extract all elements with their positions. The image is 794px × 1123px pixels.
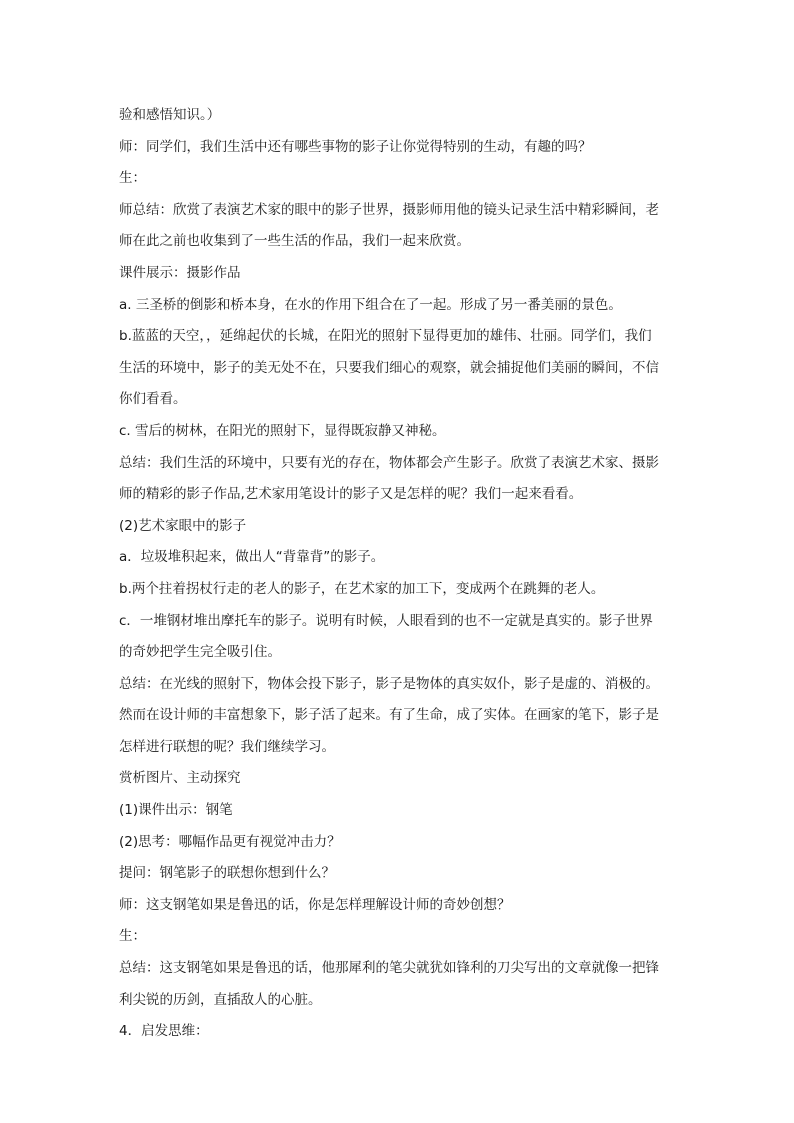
document-body bbox=[119, 100, 677, 1048]
text-line: 生： bbox=[119, 170, 146, 187]
text-line: 生活的环境中，影子的美无处不在，只要我们细心的观察，就会捕捉他们美丽的瞬间，不信 bbox=[119, 359, 659, 376]
text-line: 师：这支钢笔如果是鲁迅的话，你是怎样理解设计师的奇妙创想？ bbox=[119, 896, 511, 913]
text-line: 师的精彩的影子作品,艺术家用笔设计的影子又是怎样的呢？我们一起来看看。 bbox=[119, 486, 583, 503]
text-line: 赏析图片、主动探究 bbox=[119, 770, 241, 787]
text-line: a．垃圾堆积起来，做出人“背靠背”的影子。 bbox=[119, 549, 385, 566]
text-line: 验和感悟知识。） bbox=[119, 107, 221, 123]
text-line: (2)思考：哪幅作品更有视觉冲击力？ bbox=[119, 833, 341, 850]
text-line: 然而在设计师的丰富想象下，影子活了起来。有了生命，成了实体。在画家的笔下，影子是 bbox=[119, 707, 659, 724]
text-line: 师总结：欣赏了表演艺术家的眼中的影子世界，摄影师用他的镜头记录生活中精彩瞬间，老 bbox=[119, 201, 659, 218]
text-line: c. 雪后的树林，在阳光的照射下，显得既寂静又神秘。 bbox=[119, 422, 446, 439]
text-line: (2)艺术家眼中的影子 bbox=[119, 517, 247, 534]
text-line: 课件展示：摄影作品 bbox=[119, 264, 241, 281]
text-line: 4．启发思维： bbox=[119, 1023, 209, 1040]
text-line: 总结：我们生活的环境中，只要有光的存在，物体都会产生影子。欣赏了表演艺术家、摄影 bbox=[119, 454, 659, 471]
text-line: b.蓝蓝的天空，，延绵起伏的长城，在阳光的照射下显得更加的雄伟、壮丽。同学们，我们 bbox=[119, 328, 652, 345]
text-line: c．一堆钢材堆出摩托车的影子。说明有时候，人眼看到的也不一定就是真实的。影子世界 bbox=[119, 612, 653, 629]
text-line: 总结：这支钢笔如果是鲁迅的话，他那犀利的笔尖就犹如锋利的刀尖写出的文章就像一把锋 bbox=[119, 960, 659, 977]
text-line: (1)课件出示：钢笔 bbox=[119, 802, 233, 819]
text-line: 的奇妙把学生完全吸引住。 bbox=[119, 644, 281, 661]
text-line: 总结：在光线的照射下，物体会投下影子，影子是物体的真实奴仆，影子是虚的、消极的。 bbox=[119, 675, 659, 692]
text-line: 你们看看。 bbox=[119, 391, 187, 408]
text-line: 师：同学们，我们生活中还有哪些事物的影子让你觉得特别的生动，有趣的吗？ bbox=[119, 138, 592, 155]
text-line: 提问：钢笔影子的联想你想到什么？ bbox=[119, 865, 335, 882]
text-line: a. 三圣桥的倒影和桥本身，在水的作用下组合在了一起。形成了另一番美丽的景色。 bbox=[119, 296, 622, 313]
text-line: 师在此之前也收集到了一些生活的作品，我们一起来欣赏。 bbox=[119, 233, 470, 250]
text-line: 利尖锐的历剑，直插敌人的心脏。 bbox=[119, 991, 322, 1008]
text-line: b.两个拄着拐杖行走的老人的影子，在艺术家的加工下，变成两个在跳舞的老人。 bbox=[119, 580, 605, 597]
text-line: 生： bbox=[119, 928, 146, 945]
text-line: 怎样进行联想的呢？我们继续学习。 bbox=[119, 738, 335, 755]
